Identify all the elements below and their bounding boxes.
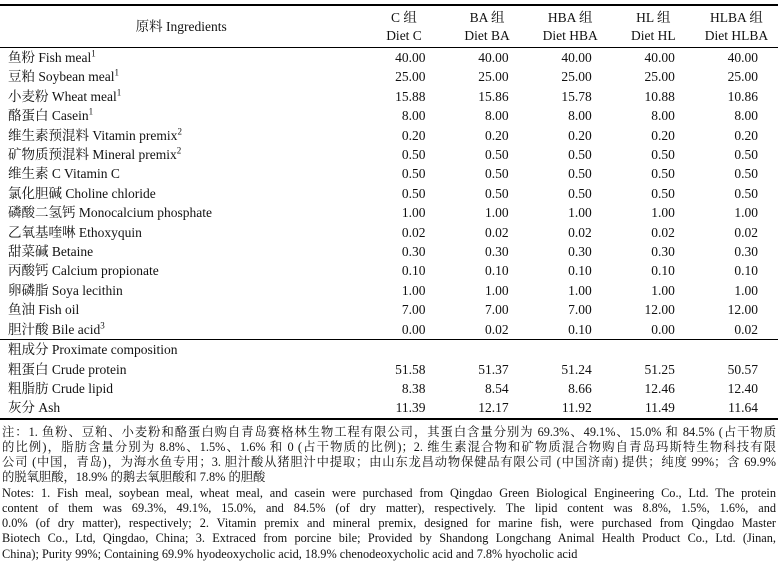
row-label: 小麦粉 Wheat meal$^1$	[8, 87, 122, 104]
notes-chinese-line: 的比例)，脂肪含量分别为 8.8%、1.5%、1.6% 和 0 (占干物质的比例)；2. 维生素混合物和矿物质混合物购自青岛玛斯特生物科技有限	[2, 439, 776, 454]
ingredient-row	[0, 242, 778, 261]
value-cell: 0.30	[734, 244, 758, 260]
value-cell: 0.50	[401, 166, 426, 182]
value-cell	[529, 340, 612, 360]
diet-name-label: Diet BA	[464, 28, 510, 43]
value-cell: 0.10	[568, 263, 592, 279]
value-cell: 1.00	[734, 282, 758, 298]
value-cell: 8.66	[568, 380, 592, 396]
ingredient-row	[0, 67, 778, 86]
header-diet-col-0	[362, 5, 445, 48]
header-diet-col-2	[529, 5, 612, 48]
row-label: 卵磷脂 Soya lecithin	[8, 282, 123, 298]
header-ingredients: 原料 Ingredients	[0, 5, 362, 48]
value-cell: 8.00	[401, 108, 426, 124]
value-cell: 0.50	[651, 166, 675, 182]
value-cell: 0.10	[568, 321, 592, 337]
value-cell: 1.00	[485, 282, 509, 298]
value-cell: 10.86	[727, 88, 758, 104]
value-cell: 0.50	[568, 166, 592, 182]
ingredient-row	[0, 145, 778, 164]
diet-group-label: BA 组	[469, 10, 505, 25]
value-cell: 8.00	[485, 108, 509, 124]
value-cell: 25.00	[478, 69, 509, 85]
diet-group-label: HBA 组	[547, 10, 593, 25]
diet-name-label: Diet HLBA	[704, 28, 769, 43]
value-cell: 12.40	[727, 380, 758, 396]
footnote-marker: 3	[100, 320, 105, 331]
row-label: 鱼粉 Fish meal$^1$	[8, 48, 96, 65]
section-header-row	[0, 340, 778, 360]
value-cell: 0.10	[485, 263, 509, 279]
value-cell: 11.64	[728, 400, 758, 416]
value-cell: 0.02	[651, 224, 675, 240]
notes-chinese-line: 注：1. 鱼粉、豆粕、小麦粉和酪蛋白购自青岛赛格林生物工程有限公司，其蛋白含量分别为 69.3%、49.1%、15.0% 和 84.5% (占干物质	[2, 424, 776, 439]
value-cell: 51.25	[644, 361, 675, 377]
notes-chinese	[2, 425, 776, 486]
row-label: 粗蛋白 Crude protein	[8, 361, 127, 377]
value-cell: 8.38	[401, 380, 426, 396]
ingredient-row	[0, 164, 778, 183]
ingredient-row	[0, 261, 778, 280]
value-cell: 50.57	[727, 361, 758, 377]
ingredient-row	[0, 106, 778, 125]
value-cell: 0.02	[734, 321, 758, 337]
table-notes	[0, 425, 778, 562]
row-label: 粗脂肪 Crude lipid	[8, 380, 113, 396]
value-cell: 0.02	[485, 321, 509, 337]
value-cell: 0.00	[401, 321, 426, 337]
value-cell: 1.00	[485, 205, 509, 221]
ingredient-row	[0, 184, 778, 203]
value-cell: 0.02	[485, 224, 509, 240]
value-cell: 7.00	[401, 302, 426, 318]
value-cell: 1.00	[734, 205, 758, 221]
notes-english	[2, 486, 776, 562]
diet-group-label: C 组	[391, 10, 417, 25]
value-cell: 12.00	[727, 302, 758, 318]
value-cell: 0.20	[485, 127, 509, 143]
value-cell: 0.00	[651, 321, 675, 337]
row-label: 酪蛋白 Casein$^1$	[8, 106, 94, 124]
value-cell: 11.39	[395, 400, 426, 416]
value-cell: 10.88	[644, 88, 675, 104]
diet-group-label: HL 组	[636, 10, 671, 25]
row-label: 胆汁酸 Bile acid$^3$	[8, 320, 105, 337]
value-cell: 0.30	[485, 244, 509, 260]
value-cell	[446, 340, 529, 360]
value-cell: 0.50	[568, 185, 592, 201]
value-cell: 0.30	[568, 244, 592, 260]
footnote-marker: 1	[91, 48, 96, 59]
row-label: 乙氧基喹啉 Ethoxyquin	[8, 224, 142, 240]
row-label: 丙酸钙 Calcium propionate	[8, 263, 159, 279]
notes-chinese-line: 公司 (中国，青岛)，为海水鱼专用；3. 胆汁酸从猪胆汁中提取；由山东龙昌动物保健品有限公司 (中国济南) 提供；纯度 99%；含 69.9%	[2, 455, 776, 470]
value-cell: 40.00	[478, 50, 509, 65]
notes-english-line: Biotech Co., Ltd, Qingdao, China; 3. Extraced from porcine bile; Provided by Shandong Longchang Animal Health Product Co., Ltd. (Jinan,	[2, 531, 776, 546]
value-cell: 8.54	[485, 380, 509, 396]
diet-name-label: Diet HBA	[542, 28, 598, 43]
ingredient-row	[0, 87, 778, 106]
value-cell: 0.50	[485, 185, 509, 201]
value-cell	[362, 340, 445, 360]
value-cell: 11.49	[644, 400, 675, 416]
value-cell: 15.86	[478, 88, 509, 104]
value-cell	[695, 340, 778, 360]
notes-english-line: 0.0% (of dry matter), respectively; 2. Vitamin premix and mineral premix, designed for marine fish, were purchased from Qingdao Master	[2, 516, 776, 531]
footnote-marker: 2	[176, 145, 182, 156]
diet-group-label: HLBA 组	[709, 10, 763, 25]
value-cell: 0.02	[568, 224, 592, 240]
header-diet-col-1	[446, 5, 529, 48]
value-cell: 1.00	[568, 205, 592, 221]
value-cell: 0.20	[401, 127, 426, 143]
value-cell: 11.92	[561, 400, 592, 416]
ingredient-row	[0, 320, 778, 340]
value-cell: 40.00	[644, 50, 675, 65]
notes-chinese-line: 的脱氧胆酸，18.9% 的鹅去氧胆酸和 7.8% 的胆酸	[2, 470, 266, 485]
value-cell: 0.02	[734, 224, 758, 240]
header-diet-col-3	[612, 5, 695, 48]
value-cell: 40.00	[727, 50, 758, 65]
value-cell: 8.00	[734, 108, 758, 124]
value-cell: 0.50	[401, 185, 426, 201]
value-cell: 15.78	[561, 88, 592, 104]
value-cell: 0.50	[734, 185, 758, 201]
value-cell: 25.00	[644, 69, 675, 85]
row-label: 灰分 Ash	[8, 400, 61, 416]
row-label: 维生素 C Vitamin C	[8, 166, 120, 182]
table-header	[0, 5, 778, 48]
row-label: 鱼油 Fish oil	[8, 302, 80, 318]
value-cell: 0.50	[401, 147, 426, 163]
row-label: 甜菜碱 Betaine	[8, 244, 94, 260]
value-cell: 0.02	[401, 224, 426, 240]
value-cell: 0.50	[485, 147, 509, 163]
footnote-marker: 1	[116, 87, 122, 98]
value-cell: 51.58	[395, 361, 426, 377]
value-cell: 1.00	[651, 282, 675, 298]
value-cell	[612, 340, 695, 360]
ingredient-row	[0, 398, 778, 418]
ingredient-row	[0, 281, 778, 300]
value-cell: 40.00	[395, 50, 426, 65]
value-cell: 8.00	[568, 108, 592, 124]
value-cell: 0.50	[485, 166, 509, 182]
row-label: 矿物质预混料 Mineral premix$^2$	[8, 145, 182, 163]
ingredient-row	[0, 360, 778, 379]
header-row	[0, 5, 778, 48]
value-cell: 0.30	[401, 244, 426, 260]
value-cell: 25.00	[395, 69, 426, 85]
value-cell: 0.10	[401, 263, 426, 279]
notes-english-line: content of them was 69.3%, 49.1%, 15.0%, and 84.5% (of dry matter), respectively. The lipid content was 8.8%, 1.5%, 1.6%, and	[2, 500, 776, 515]
table-body	[0, 48, 778, 419]
value-cell: 7.00	[568, 302, 592, 318]
value-cell: 0.50	[568, 147, 592, 163]
value-cell: 1.00	[568, 282, 592, 298]
ingredient-row	[0, 379, 778, 398]
value-cell: 12.17	[478, 400, 509, 416]
value-cell: 0.20	[734, 127, 758, 143]
value-cell: 0.50	[651, 185, 675, 201]
row-label: 豆粕 Soybean meal$^1$	[8, 67, 119, 85]
value-cell: 51.37	[478, 361, 509, 377]
diet-composition-table	[0, 4, 778, 420]
value-cell: 0.30	[651, 244, 675, 260]
ingredient-row	[0, 203, 778, 222]
value-cell: 0.10	[651, 263, 675, 279]
row-label: 维生素预混料 Vitamin premix$^2$	[8, 126, 182, 143]
value-cell: 0.50	[651, 147, 675, 163]
notes-english-line: China); Purity 99%; Containing 69.9% hyodeoxycholic acid, 18.9% chenodeoxycholic acid and 7.8% hyocholic acid	[2, 546, 578, 561]
value-cell: 51.24	[561, 361, 592, 377]
value-cell: 0.50	[734, 147, 758, 163]
notes-english-line: Notes: 1. Fish meal, soybean meal, wheat meal, and casein were purchased from Qingdao Green Biological Engineering Co., Ltd. The protein	[2, 485, 776, 500]
value-cell: 25.00	[727, 69, 758, 85]
header-diet-col-4	[695, 5, 778, 48]
value-cell: 12.00	[644, 302, 675, 318]
ingredient-row	[0, 300, 778, 319]
value-cell: 0.20	[651, 127, 675, 143]
value-cell: 1.00	[401, 205, 426, 221]
value-cell: 7.00	[485, 302, 509, 318]
value-cell: 1.00	[651, 205, 675, 221]
value-cell: 40.00	[561, 50, 592, 65]
value-cell: 15.88	[395, 88, 426, 104]
ingredient-row	[0, 126, 778, 145]
value-cell: 0.10	[734, 263, 758, 279]
row-label: 氯化胆碱 Choline chloride	[8, 185, 156, 201]
row-label: 粗成分 Proximate composition	[0, 340, 362, 360]
row-label: 磷酸二氢钙 Monocalcium phosphate	[8, 205, 212, 221]
value-cell: 1.00	[401, 282, 426, 298]
diet-name-label: Diet C	[386, 28, 422, 43]
diet-name-label: Diet HL	[630, 28, 676, 43]
footnote-marker: 1	[88, 106, 94, 117]
value-cell: 8.00	[651, 108, 675, 124]
value-cell: 25.00	[561, 69, 592, 85]
ingredient-row	[0, 48, 778, 68]
footnote-marker: 1	[114, 67, 119, 78]
value-cell: 0.20	[568, 127, 592, 143]
value-cell: 0.50	[734, 166, 758, 182]
ingredient-row	[0, 223, 778, 242]
value-cell: 12.46	[644, 380, 675, 396]
footnote-marker: 2	[177, 126, 182, 137]
